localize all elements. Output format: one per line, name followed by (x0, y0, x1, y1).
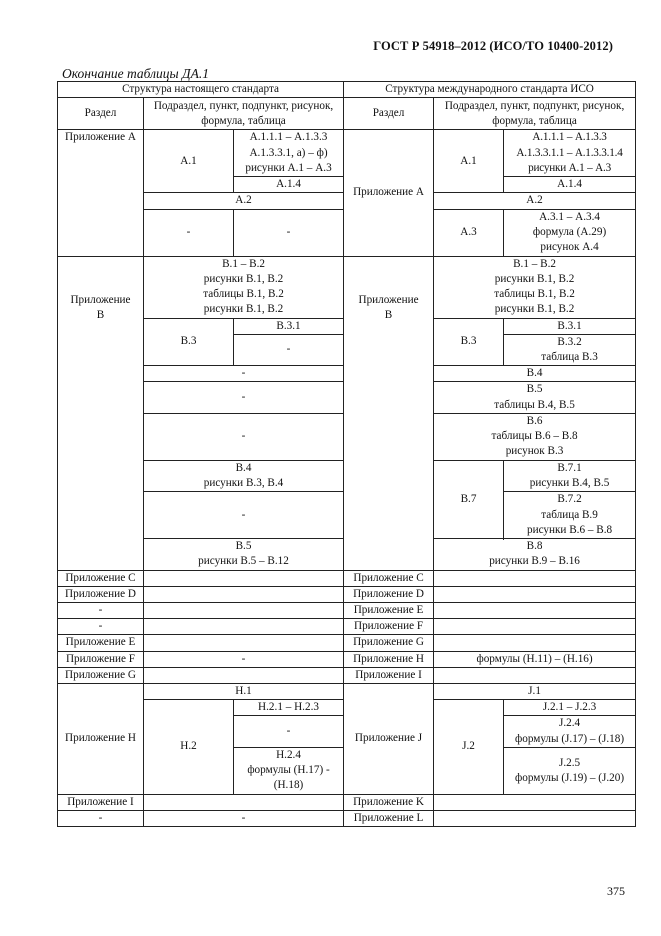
cell-l-h2: H.2 (144, 700, 234, 795)
cell-l-e-empty (144, 603, 344, 619)
cell-r-b5: В.5 таблицы В.4, В.5 (434, 382, 636, 413)
cell-l-b31: В.3.1 (234, 318, 344, 334)
cell-r-b4: В.4 (434, 366, 636, 382)
cell-r-b72: В.7.2 таблица В.9 рисунки В.6 – В.8 (504, 492, 636, 539)
cell-l-f-empty (144, 619, 344, 635)
cell-r-appF-empty (434, 619, 636, 635)
cell-l-appD: Приложение D (58, 586, 144, 602)
cell-r-j2: J.2 (434, 700, 504, 795)
cell-r-b1b2: В.1 – В.2 рисунки В.1, В.2 таблицы В.1, В.2 рисунки В.1, В.2 (434, 256, 636, 318)
header-left-group: Структура настоящего стандарта (58, 82, 344, 98)
cell-r-b8: В.8 рисунки В.9 – В.16 (434, 539, 636, 570)
cell-r-appH: Приложение H (344, 651, 434, 667)
cell-l-a1-items: А.1.1.1 – А.1.3.3 А.1.3.3.1, а) – ф) рисунки А.1 – А.3 (234, 130, 344, 177)
cell-r-appL-empty (434, 811, 636, 827)
cell-l-appG: Приложение G (58, 667, 144, 683)
cell-r-appD-empty (434, 586, 636, 602)
cell-r-a1-items: А.1.1.1 – А.1.3.3 А.1.3.3.1.1 – А.1.3.3.1.4 рисунки А.1 – А.3 (504, 130, 636, 177)
header-subsection-right: Подраздел, пункт, подпункт, рисунок, формула, таблица (434, 98, 636, 130)
cell-appB-right: Приложение В (344, 256, 434, 570)
cell-l-b1b2: В.1 – В.2 рисунки В.1, В.2 таблицы В.1, В.2 рисунки В.1, В.2 (144, 256, 344, 318)
header-section-right: Раздел (344, 98, 434, 130)
cell-r-b7: В.7 (434, 460, 504, 538)
cell-l-b3: В.3 (144, 318, 234, 366)
cell-r-b6: В.6 таблицы В.6 – В.8 рисунок В.3 (434, 413, 636, 460)
cell-r-b71: В.7.1 рисунки В.4, В.5 (504, 460, 636, 491)
cell-r-b32: В.3.2 таблица В.3 (504, 334, 636, 365)
cell-r-appK: Приложение K (344, 794, 434, 810)
cell-r-appH-items: формулы (H.11) – (H.16) (434, 651, 636, 667)
cell-l-h24: H.2.4 формулы (H.17) - (H.18) (234, 747, 344, 794)
cell-r-j24: J.2.4 формулы (J.17) – (J.18) (504, 716, 636, 747)
cell-r-appF: Приложение F (344, 619, 434, 635)
cell-r-appL: Приложение L (344, 811, 434, 827)
cell-l-dash-b5: - (144, 382, 344, 413)
cell-r-a1: А.1 (434, 130, 504, 193)
cell-l-dash-a1: - (144, 209, 234, 256)
cell-r-appG-empty (434, 635, 636, 651)
cell-r-appG: Приложение G (344, 635, 434, 651)
cell-l-a14: А.1.4 (234, 177, 344, 193)
cell-l-dash-h: - (234, 716, 344, 747)
header-subsection-left: Подраздел, пункт, подпункт, рисунок, формула, таблица (144, 98, 344, 130)
cell-r-appD: Приложение D (344, 586, 434, 602)
cell-r-appE-empty (434, 603, 636, 619)
cell-l-dash-b6: - (144, 413, 344, 460)
cell-l-dash-e: - (58, 603, 144, 619)
cell-l-dash-f: - (58, 619, 144, 635)
cell-l-appH: Приложение H (58, 684, 144, 795)
cell-r-appK-empty (434, 794, 636, 810)
cell-appA-right: Приложение А (344, 130, 434, 256)
cell-r-a3: А.3 (434, 209, 504, 256)
cell-r-appC: Приложение С (344, 570, 434, 586)
cell-l-h21: H.2.1 – H.2.3 (234, 700, 344, 716)
page-number: 375 (607, 884, 625, 898)
cell-l-appG-empty (144, 667, 344, 683)
cell-l-dash-appF: - (144, 651, 344, 667)
cell-r-b3: В.3 (434, 318, 504, 366)
correspondence-table (57, 81, 636, 827)
header-section-left: Раздел (58, 98, 144, 130)
cell-r-j21: J.2.1 – J.2.3 (504, 700, 636, 716)
cell-l-dash-last1: - (58, 811, 144, 827)
cell-l-b5: В.5 рисунки В.5 – В.12 (144, 539, 344, 570)
cell-r-j25: J.2.5 формулы (J.19) – (J.20) (504, 747, 636, 794)
table-caption: Окончание таблицы ДА.1 (62, 66, 209, 81)
cell-r-appC-empty (434, 570, 636, 586)
cell-l-dash-b7: - (144, 492, 344, 539)
cell-r-a3-items: А.3.1 – А.3.4 формула (А.29) рисунок А.4 (504, 209, 636, 256)
cell-l-appE-empty (144, 635, 344, 651)
cell-l-dash-a2: - (234, 209, 344, 256)
cell-r-appE: Приложение E (344, 603, 434, 619)
cell-l-a2: А.2 (144, 193, 344, 209)
cell-l-appD-empty (144, 586, 344, 602)
cell-l-a1: А.1 (144, 130, 234, 193)
cell-l-h1: H.1 (144, 684, 344, 700)
cell-l-appC-empty (144, 570, 344, 586)
cell-l-appE: Приложение E (58, 635, 144, 651)
cell-l-b4: В.4 рисунки В.3, В.4 (144, 460, 344, 491)
cell-r-a14: А.1.4 (504, 177, 636, 193)
cell-l-dash-last2: - (144, 811, 344, 827)
header-right-group: Структура международного стандарта ИСО (344, 82, 636, 98)
cell-r-appI: Приложение I (344, 667, 434, 683)
document-header: ГОСТ Р 54918–2012 (ИСО/ТО 10400-2012) (373, 39, 613, 53)
cell-l-dash-b3: - (234, 334, 344, 365)
cell-l-appI-empty (144, 794, 344, 810)
cell-l-appC: Приложение С (58, 570, 144, 586)
cell-l-appI: Приложение I (58, 794, 144, 810)
cell-r-b31: В.3.1 (504, 318, 636, 334)
cell-appB-left: Приложение В (58, 256, 144, 570)
cell-r-j1: J.1 (434, 684, 636, 700)
cell-r-appJ: Приложение J (344, 684, 434, 795)
cell-appA-left: Приложение А (58, 130, 144, 256)
cell-l-dash-b4: - (144, 366, 344, 382)
cell-l-appF: Приложение F (58, 651, 144, 667)
cell-r-appI-empty (434, 667, 636, 683)
cell-r-a2: А.2 (434, 193, 636, 209)
